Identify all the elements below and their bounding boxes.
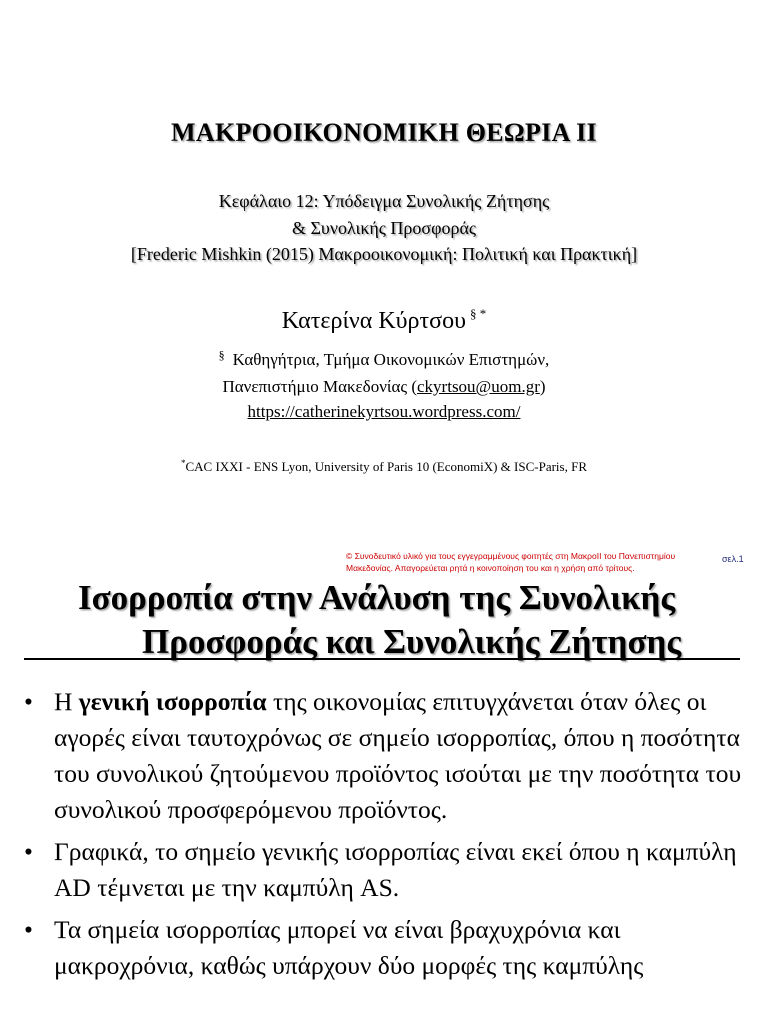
bullet-1-bold-term: γενική ισορροπία bbox=[78, 687, 267, 716]
author-affiliation bbox=[0, 342, 768, 400]
footnote bbox=[0, 458, 768, 475]
title-underline bbox=[24, 658, 740, 660]
affiliation-line-2 bbox=[0, 373, 768, 400]
bullet-item bbox=[0, 684, 768, 828]
copyright-notice: © Συνοδευτικό υλικό για τους εγγεγραμμένους φοιτητές στη ΜακροΙΙ του Πανεπιστημίου Μακεδονίας. Απαγορεύεται ρητά η κοινοποίηση του και η χρήση από τρίτους. bbox=[346, 551, 676, 573]
affiliation-close-paren: ) bbox=[539, 377, 546, 396]
course-title: ΜΑΚΡΟΟΙΚΟΝΟΜΙΚΗ ΘΕΩΡΙΑ ΙΙ bbox=[171, 118, 597, 147]
bullet-1-text: της οικονομίας επιτυγχάνεται όταν όλες οι αγορές είναι ταυτοχρόνως σε σημείο ισορροπίας, όπου η ποσότητα του συνολικού ζητούμενου προϊόντος ισούται με την ποσότητα του συνολικού προσφερόμενου προϊόντος. bbox=[54, 687, 742, 824]
affiliation-university: Πανεπιστήμιο Μακεδονίας ( bbox=[222, 377, 418, 396]
bullet-dot: • bbox=[24, 837, 33, 866]
chapter-subtitle bbox=[0, 188, 768, 268]
subtitle-line-3: [Frederic Mishkin (2015) Μακροοικονομική: Πολιτική και Πρακτική] bbox=[130, 244, 638, 264]
subtitle-line-2: & Συνολικής Προσφοράς bbox=[291, 217, 477, 238]
subtitle-line-1: Κεφάλαιο 12: Υπόδειγμα Συνολικής Ζήτησης bbox=[218, 191, 550, 211]
bullet-2-text: Γραφικά, το σημείο γενικής ισορροπίας είναι εκεί όπου η καμπύλη AD τέμνεται με την καμπύλη AS. bbox=[54, 837, 737, 902]
bullet-dot: • bbox=[24, 915, 33, 944]
affiliation-mark: § bbox=[218, 348, 225, 362]
bullet-3-text: Τα σημεία ισορροπίας μπορεί να είναι βραχυχρόνια και μακροχρόνια, καθώς υπάρχουν δύο μορφές της καμπύλης bbox=[54, 915, 644, 980]
bullet-item bbox=[0, 834, 768, 906]
author-marks: § * bbox=[470, 306, 487, 321]
slide-title-line-1: Ισορροπία στην Ανάλυση της Συνολικής bbox=[78, 578, 676, 617]
bullet-list bbox=[0, 684, 768, 990]
author-name-text: Κατερίνα Κύρτσου bbox=[281, 308, 466, 334]
website-link[interactable]: https://catherinekyrtsou.wordpress.com/ bbox=[247, 402, 521, 421]
affiliation-title: Καθηγήτρια, Τμήμα Οικονομικών Επιστημών, bbox=[232, 350, 550, 369]
page-number: σελ.1 bbox=[722, 554, 744, 564]
bullet-dot: • bbox=[24, 687, 33, 716]
website-row bbox=[0, 402, 768, 422]
footnote-mark: * bbox=[180, 458, 186, 468]
email-link[interactable]: ckyrtsou@uom.gr bbox=[417, 377, 540, 396]
slide-title-line-2: Προσφοράς και Συνολικής Ζήτησης bbox=[142, 622, 682, 661]
bullet-1-prefix: Η bbox=[54, 687, 79, 716]
footnote-text: CAC IXXI - ENS Lyon, University of Paris 10 (EconomiX) & ISC-Paris, FR bbox=[185, 459, 588, 474]
affiliation-line-1 bbox=[0, 342, 768, 373]
bullet-item bbox=[0, 912, 768, 984]
author-name bbox=[0, 306, 768, 335]
